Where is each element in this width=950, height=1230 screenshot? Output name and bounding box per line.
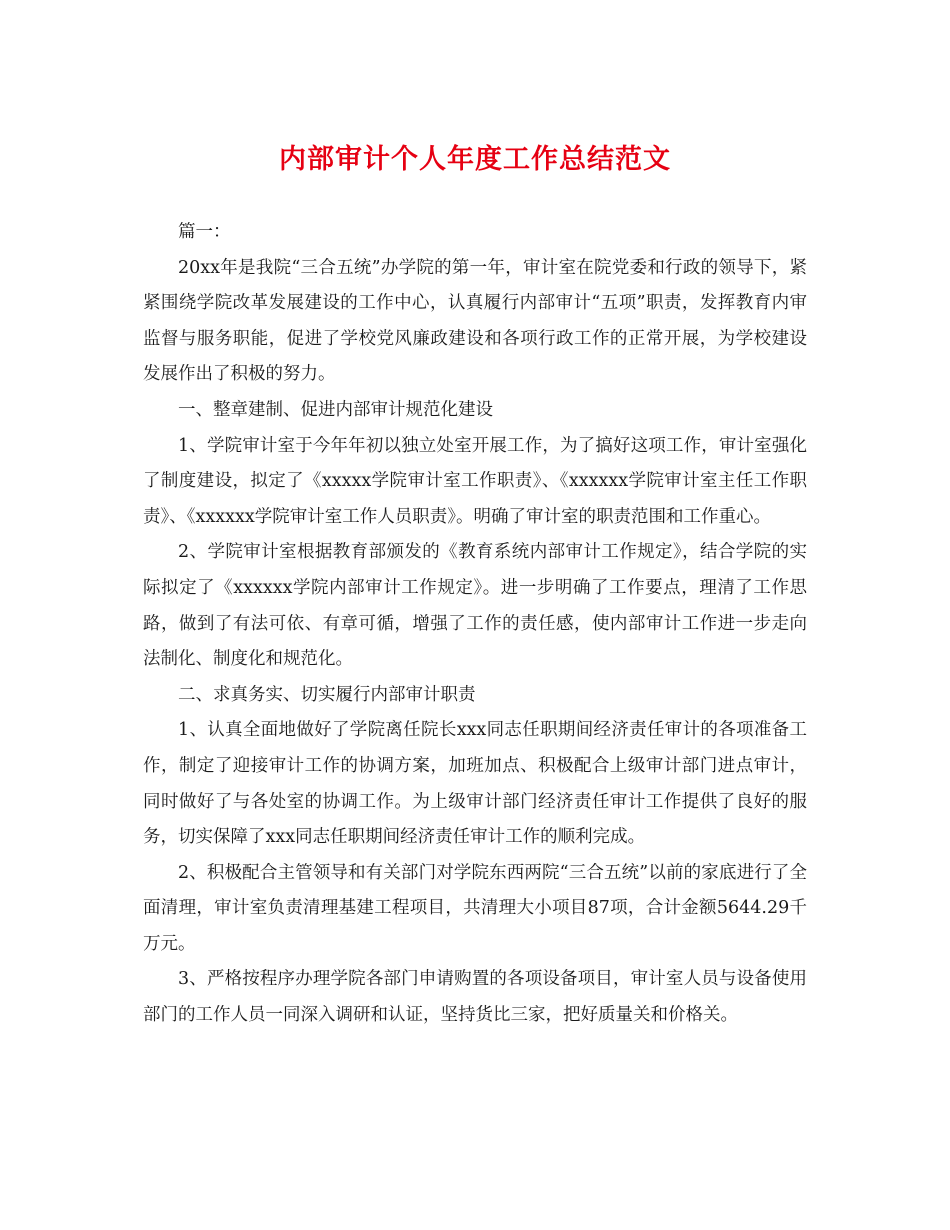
paragraph-item-2-3: 3、严格按程序办理学院各部门申请购置的各项设备项目，审计室人员与设备使用部门的工作人员一同深入调研和认证，坚持货比三家，把好质量关和价格关。 [143,969,807,1026]
paragraph-intro: 20xx年是我院“三合五统”办学院的第一年，审计室在院党委和行政的领导下，紧紧围绕学院改革发展建设的工作中心，认真履行内部审计“五项”职责，发挥教育内审监督与服务职能，促进了学校党风廉政建设和各项行政工作的正常开展，为学校建设发展作出了积极的努力。 [143,257,807,385]
document-title: 内部审计个人年度工作总结范文 [279,144,671,175]
paragraph-item-2-2: 2、积极配合主管领导和有关部门对学院东西两院“三合五统”以前的家底进行了全面清理，审计室负责清理基建工程项目，共清理大小项目87项，合计金额5644.29千万元。 [143,862,807,954]
paragraph-heading-part-one: 篇一： [178,222,231,242]
paragraph-item-1-2: 2、学院审计室根据教育部颁发的《教育系统内部审计工作规定》，结合学院的实际拟定了《xxxxxx学院内部审计工作规定》。进一步明确了工作要点，理清了工作思路，做到了有法可依、有章可循，增强了工作的责任感，使内部审计工作进一步走向法制化、制度化和规范化。 [143,542,807,670]
document-body [143,215,807,1034]
paragraph-item-1-1: 1、学院审计室于今年年初以独立处室开展工作，为了搞好这项工作，审计室强化了制度建设，拟定了《xxxxx学院审计室工作职责》、《xxxxxx学院审计室主任工作职责》、《xxxxxx学院审计室工作人员职责》。明确了审计室的职责范围和工作重心。 [143,435,807,527]
section-heading-two: 二、求真务实、切实履行内部审计职责 [178,684,476,705]
paragraph-item-2-1: 1、认真全面地做好了学院离任院长xxx同志任职期间经济责任审计的各项准备工作，制定了迎接审计工作的协调方案，加班加点、积极配合上级审计部门进点审计，同时做好了与各处室的协调工作。为上级审计部门经济责任审计工作提供了良好的服务，切实保障了xxx同志任职期间经济责任审计工作的顺利完成。 [143,720,807,848]
section-heading-one: 一、整章建制、促进内部审计规范化建设 [178,399,493,420]
